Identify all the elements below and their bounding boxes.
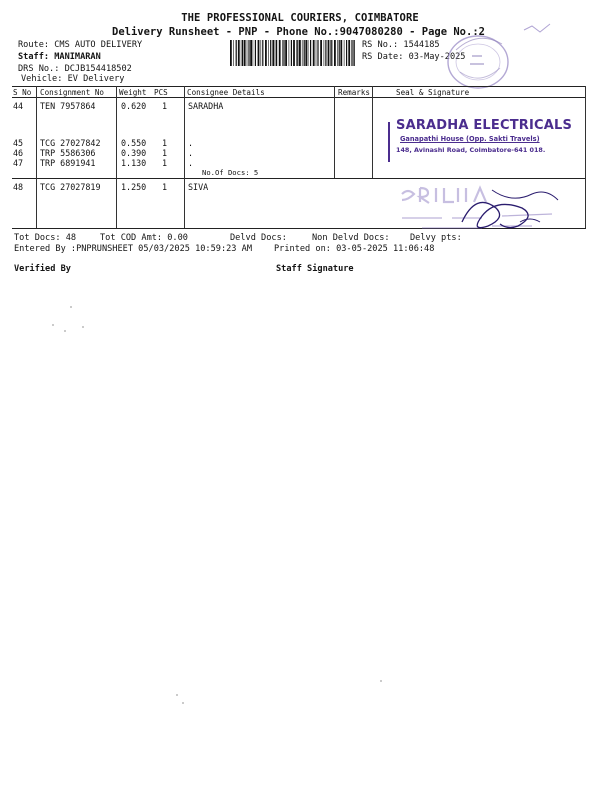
runsheet-title: Delivery Runsheet - PNP - Phone No.:9047080280 - Page No.:2 bbox=[112, 26, 485, 38]
rs-date: RS Date: 03-May-2025 bbox=[362, 52, 466, 62]
row-consignment-no: TCG 27027842 bbox=[40, 138, 101, 148]
row-consignment-no: TCG 27027819 bbox=[40, 182, 101, 192]
row-consignee: SARADHA bbox=[188, 101, 224, 111]
row-consignee: . bbox=[188, 158, 194, 168]
row-sno: 46 bbox=[13, 148, 24, 158]
scan-speck bbox=[70, 306, 72, 308]
rs-number: RS No.: 1544185 bbox=[362, 40, 440, 50]
header-consignee: Consignee Details bbox=[187, 88, 265, 97]
company-seal-stamp bbox=[386, 118, 576, 174]
verified-by-label: Verified By bbox=[14, 264, 71, 274]
row-consignee: . bbox=[188, 138, 194, 148]
row-sno: 44 bbox=[13, 101, 24, 111]
row-pcs: 1 bbox=[162, 158, 168, 168]
row-weight: 1.250 bbox=[121, 182, 147, 192]
row-consignment-no: TRP 5586306 bbox=[40, 148, 96, 158]
vehicle-label: Vehicle: EV Delivery bbox=[21, 74, 125, 84]
no-of-docs: No.Of Docs: 5 bbox=[202, 168, 259, 177]
company-title: THE PROFESSIONAL COURIERS, COIMBATORE bbox=[181, 12, 419, 24]
non-delvd-docs: Non Delvd Docs: bbox=[312, 233, 390, 243]
seal-company-name: SARADHA ELECTRICALS bbox=[396, 118, 573, 133]
scan-speck bbox=[182, 702, 184, 704]
row-weight: 1.130 bbox=[121, 158, 147, 168]
row-sno: 45 bbox=[13, 138, 24, 148]
scan-speck bbox=[176, 694, 178, 696]
row-consignment-no: TEN 7957864 bbox=[40, 101, 96, 111]
staff-signature-label: Staff Signature bbox=[276, 264, 354, 274]
drs-number: DRS No.: DCJB154418502 bbox=[18, 64, 132, 74]
header-remarks: Remarks bbox=[338, 88, 371, 97]
row-weight: 0.620 bbox=[121, 101, 147, 111]
tot-cod-amt: Tot COD Amt: 0.00 bbox=[100, 233, 188, 243]
row-consignee: . bbox=[188, 148, 194, 158]
header-seal: Seal & Signature bbox=[396, 88, 470, 97]
tot-docs: Tot Docs: 48 bbox=[14, 233, 77, 243]
header-weight: Weight bbox=[119, 88, 147, 97]
row-consignee: SIVA bbox=[188, 182, 209, 192]
delvy-pts: Delvy pts: bbox=[410, 233, 462, 243]
row-pcs: 1 bbox=[162, 182, 168, 192]
route-label: Route: CMS AUTO DELIVERY bbox=[18, 40, 143, 50]
barcode-image bbox=[230, 40, 355, 66]
header-pcs: PCS bbox=[154, 88, 168, 97]
seal-address-line2: 148, Avinashi Road, Coimbatore-641 018. bbox=[396, 146, 546, 154]
scan-speck bbox=[380, 680, 382, 682]
printed-on: Printed on: 03-05-2025 11:06:48 bbox=[274, 244, 435, 254]
row-pcs: 1 bbox=[162, 101, 168, 111]
seal-address-line1: Ganapathi House (Opp. Sakti Travels) bbox=[400, 135, 540, 143]
row-weight: 0.390 bbox=[121, 148, 147, 158]
delvd-docs: Delvd Docs: bbox=[230, 233, 287, 243]
row-weight: 0.550 bbox=[121, 138, 147, 148]
row-consignment-no: TRP 6891941 bbox=[40, 158, 96, 168]
scan-speck bbox=[64, 330, 66, 332]
stamp-corner-mark bbox=[520, 18, 560, 38]
row-sno: 47 bbox=[13, 158, 24, 168]
row-pcs: 1 bbox=[162, 138, 168, 148]
signature-scribble-image bbox=[392, 182, 576, 236]
staff-label: Staff: MANIMARAN bbox=[18, 52, 101, 62]
entered-by: Entered By :PNPRUNSHEET 05/03/2025 10:59:23 AM bbox=[14, 244, 252, 254]
scan-speck bbox=[82, 326, 84, 328]
scan-speck bbox=[52, 324, 54, 326]
header-consignment: Consignment No bbox=[40, 88, 105, 97]
header-sno: S No bbox=[13, 88, 32, 97]
row-sno: 48 bbox=[13, 182, 24, 192]
row-pcs: 1 bbox=[162, 148, 168, 158]
